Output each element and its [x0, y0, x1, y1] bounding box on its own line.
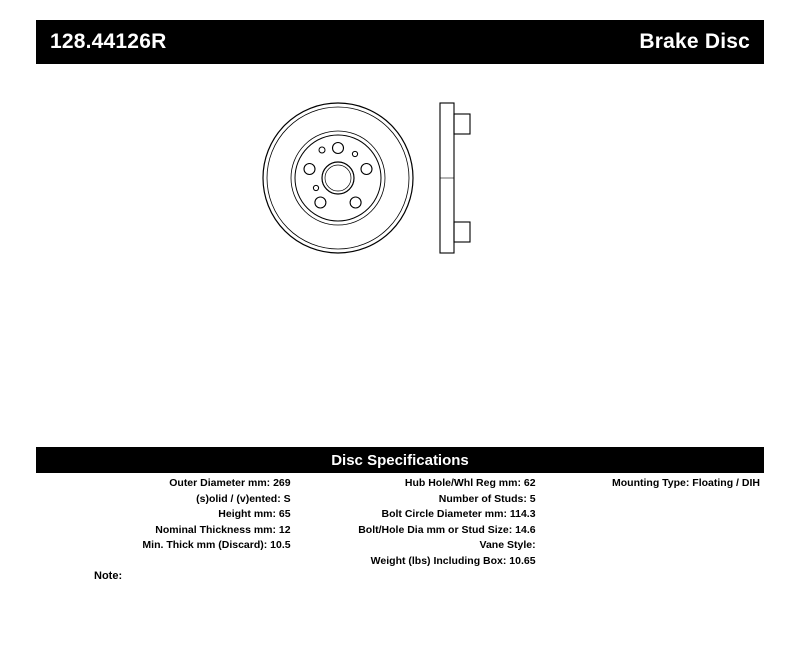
spec-item: Number of Studs: 5	[438, 492, 536, 505]
spec-item: Nominal Thickness mm: 12	[155, 523, 291, 536]
product-type-label: Brake Disc	[639, 30, 750, 53]
stud-hole	[333, 143, 344, 154]
rotor-section-hat-bottom	[454, 222, 470, 242]
spec-item: Bolt/Hole Dia mm or Stud Size: 14.6	[358, 523, 536, 536]
part-number: 128.44126R	[50, 30, 167, 53]
locating-hole	[313, 185, 318, 190]
rotor-outer-inner-circle	[267, 107, 409, 249]
rotor-hat-outer-circle	[295, 135, 381, 221]
header-bar	[36, 20, 764, 64]
spec-item: Vane Style:	[479, 539, 536, 551]
spec-item: Height mm: 65	[218, 508, 291, 520]
spec-column-middle	[313, 476, 546, 569]
stud-hole	[350, 197, 361, 208]
rotor-drawing-svg	[250, 92, 550, 272]
stud-hole	[361, 164, 372, 175]
stud-hole	[315, 197, 326, 208]
spec-item: Bolt Circle Diameter mm: 114.3	[381, 508, 536, 520]
spec-item: Outer Diameter mm: 269	[169, 477, 291, 489]
stud-hole	[304, 164, 315, 175]
rotor-outer-edge-circle	[263, 103, 413, 253]
spec-item: Hub Hole/Whl Reg mm: 62	[404, 477, 536, 489]
note-label: Note:	[94, 570, 123, 582]
spec-item: (s)olid / (v)ented: S	[196, 492, 291, 505]
locating-hole	[352, 151, 357, 156]
locating-hole	[319, 147, 325, 153]
rotor-section-hat-top	[454, 114, 470, 134]
product-drawing	[250, 92, 550, 272]
spec-item: Weight (lbs) Including Box: 10.65	[370, 554, 536, 567]
spec-title-bar	[36, 447, 764, 473]
spec-columns	[36, 476, 764, 569]
spec-item: Min. Thick mm (Discard): 10.5	[142, 539, 291, 551]
spec-title: Disc Specifications	[331, 451, 469, 469]
hub-bore-circle	[322, 162, 354, 194]
spec-item: Mounting Type: Floating / DIH	[612, 477, 760, 489]
rotor-swept-area-circle	[291, 131, 385, 225]
spec-column-right	[546, 476, 764, 569]
hub-bore-inner-circle	[325, 165, 351, 191]
spec-column-left	[36, 476, 313, 569]
